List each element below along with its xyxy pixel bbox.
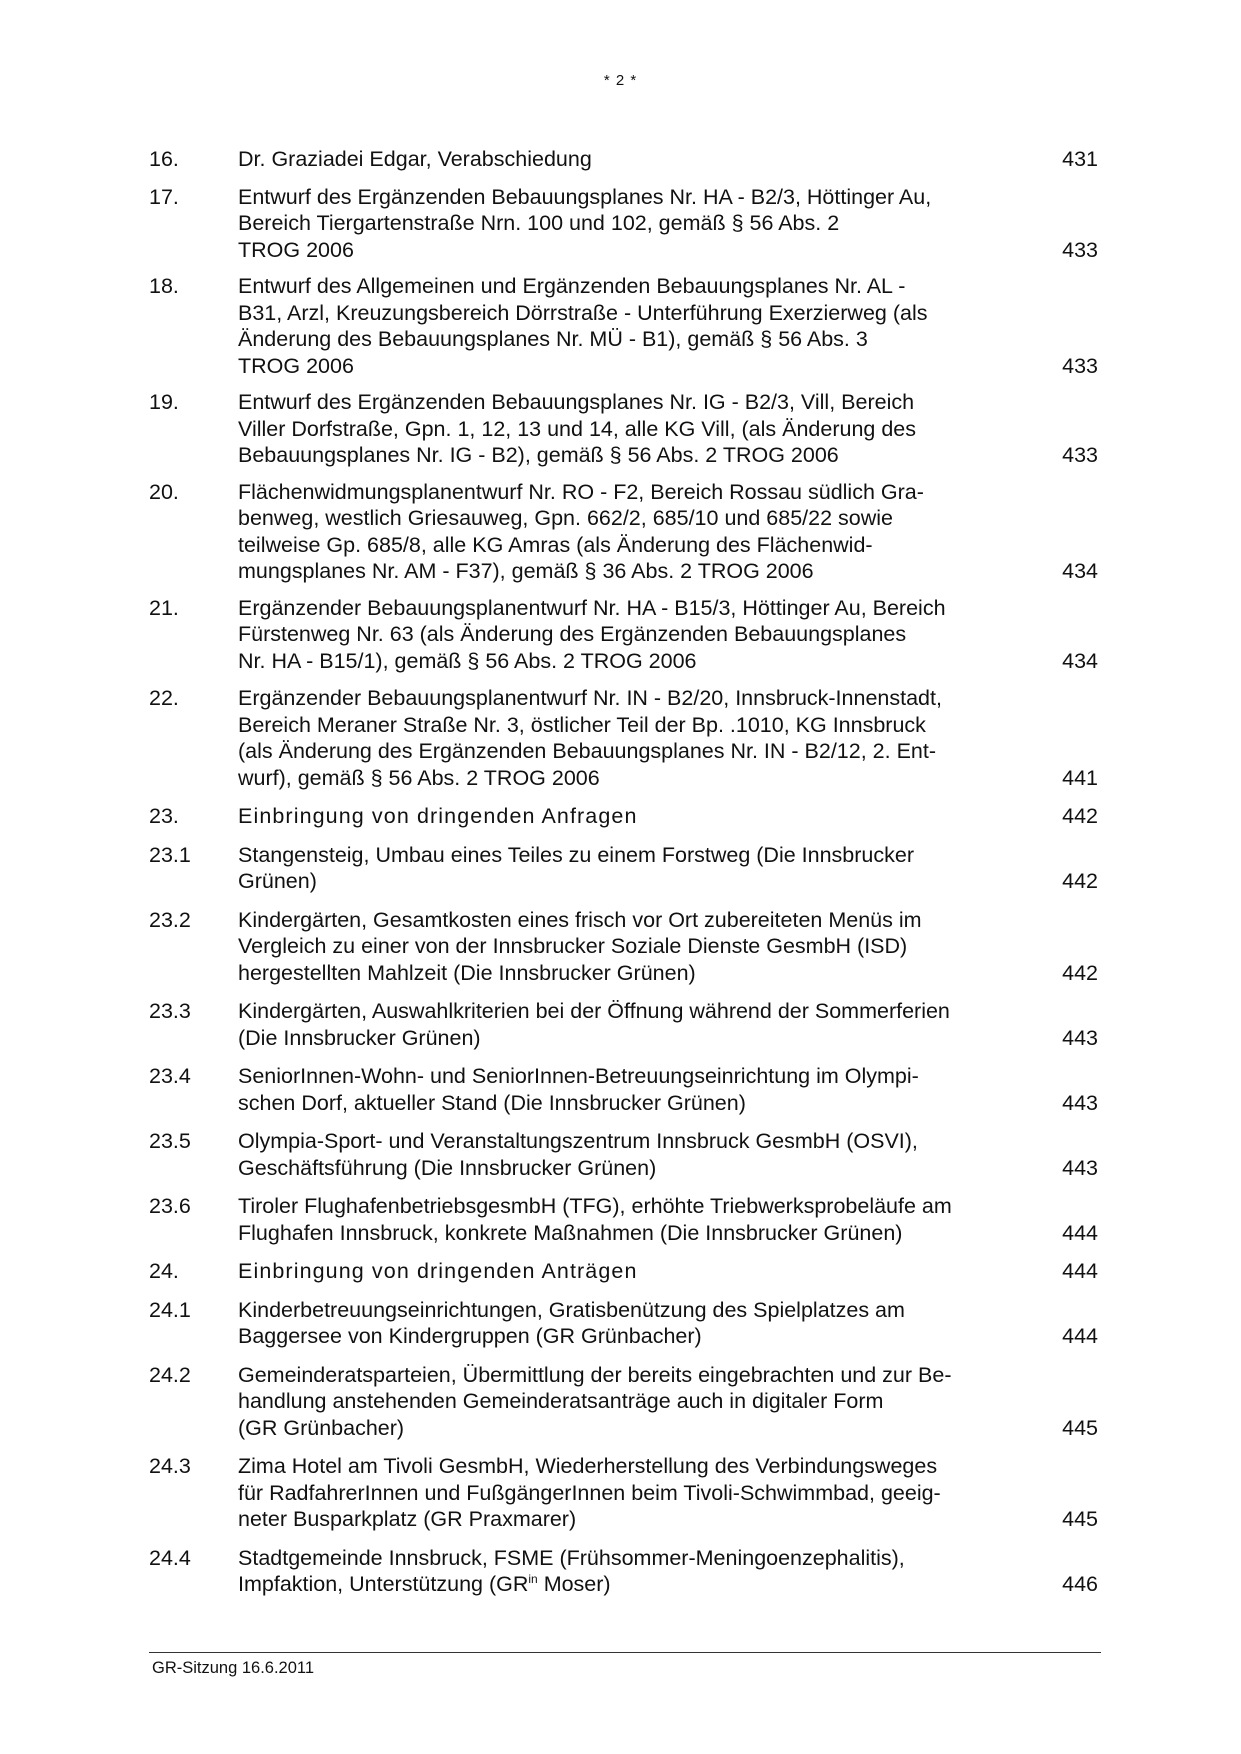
toc-entry-24-1	[149, 1297, 1098, 1350]
toc-entry-24-2	[149, 1362, 1098, 1442]
toc-entry-page: 441	[1062, 765, 1098, 790]
toc-entry-page: 442	[1062, 960, 1098, 985]
toc-entry-number: 23.6	[149, 1194, 191, 1218]
toc-entry-line: TROG 2006	[238, 353, 354, 378]
toc-entry-page: 445	[1062, 1415, 1098, 1440]
toc-entry-line: Stangensteig, Umbau eines Teiles zu einem Forstweg (Die Innsbrucker	[238, 842, 914, 867]
toc-entry-line: Kindergärten, Auswahlkriterien bei der Öffnung während der Sommerferien	[238, 999, 950, 1023]
toc-entry-line: Gemeinderatsparteien, Übermittlung der bereits eingebrachten und zur Be-	[238, 1362, 952, 1387]
toc-entry-page: 445	[1062, 1507, 1098, 1531]
toc-entry-line: Geschäftsführung (Die Innsbrucker Grünen)	[238, 1155, 657, 1180]
toc-entry-line: Flächenwidmungsplanentwurf Nr. RO - F2, Bereich Rossau südlich Gra-	[238, 479, 924, 504]
toc-entry-number: 23.4	[149, 1064, 191, 1088]
toc-entry-line: hergestellten Mahlzeit (Die Innsbrucker Grünen)	[238, 960, 696, 985]
toc-entry-title	[238, 184, 1028, 264]
toc-entry-page: 446	[1062, 1572, 1098, 1596]
toc-entry-line: Einbringung von dringenden Anfragen	[238, 804, 638, 828]
toc-entry-title	[238, 273, 1028, 379]
toc-entry-line: Entwurf des Allgemeinen und Ergänzenden Bebauungsplanes Nr. AL -	[238, 274, 906, 298]
toc-entry-line: Fürstenweg Nr. 63 (als Änderung des Ergänzenden Bebauungsplanes	[238, 622, 907, 646]
toc-entry-21	[149, 595, 1098, 675]
toc-entry-number: 17.	[149, 184, 179, 209]
toc-entry-line: Vergleich zu einer von der Innsbrucker Soziale Dienste GesmbH (ISD)	[238, 934, 908, 958]
toc-entry-line: Kinderbetreuungseinrichtungen, Gratisbenützung des Spielplatzes am	[238, 1297, 905, 1322]
toc-entry-line: Viller Dorfstraße, Gpn. 1, 12, 13 und 14, alle KG Vill, (als Änderung des	[238, 416, 917, 441]
toc-entry-title	[238, 1362, 1028, 1442]
toc-entry-line: Olympia-Sport- und Veranstaltungszentrum Innsbruck GesmbH (OSVI),	[238, 1129, 918, 1153]
toc-entry-number: 24.	[149, 1259, 179, 1283]
toc-entry-number: 24.3	[149, 1454, 191, 1478]
toc-entry-line: Einbringung von dringenden Anträgen	[238, 1259, 638, 1283]
toc-entry-page: 434	[1062, 559, 1098, 583]
toc-entry-line: TROG 2006	[238, 237, 354, 262]
toc-entry-23-1	[149, 842, 1098, 895]
toc-entry-22	[149, 685, 1098, 791]
gender-superscript: in	[528, 1572, 538, 1586]
toc-entry-title	[238, 842, 1028, 895]
toc-entry-line	[238, 1571, 1028, 1598]
toc-entry-line: Bebauungsplanes Nr. IG - B2), gemäß § 56 Abs. 2 TROG 2006	[238, 443, 839, 467]
toc-entry-23-5	[149, 1128, 1098, 1181]
toc-entry-line: mungsplanes Nr. AM - F37), gemäß § 36 Abs. 2 TROG 2006	[238, 559, 814, 583]
toc-entry-title	[238, 803, 1028, 830]
toc-entry-23	[149, 803, 1098, 830]
toc-entry-line: (GR Grünbacher)	[238, 1415, 405, 1440]
toc-entry-line: Änderung des Bebauungsplanes Nr. MÜ - B1), gemäß § 56 Abs. 3	[238, 327, 868, 351]
toc-entry-line: Entwurf des Ergänzenden Bebauungsplanes Nr. HA - B2/3, Höttinger Au,	[238, 184, 932, 209]
toc-entry-page: 443	[1062, 1090, 1098, 1115]
toc-entry-line: (Die Innsbrucker Grünen)	[238, 1025, 481, 1050]
toc-entry-title	[238, 1063, 1028, 1116]
toc-entry-24-3	[149, 1453, 1098, 1533]
toc-entry-page: 433	[1062, 237, 1098, 262]
toc-entry-title	[238, 595, 1028, 675]
toc-entry-title	[238, 389, 1028, 469]
toc-entry-line: SeniorInnen-Wohn- und SeniorInnen-Betreuungseinrichtung im Olympi-	[238, 1064, 919, 1088]
toc-entry-title	[238, 907, 1028, 987]
table-of-contents	[149, 146, 1098, 1598]
toc-entry-line: teilweise Gp. 685/8, alle KG Amras (als Änderung des Flächenwid-	[238, 532, 873, 557]
toc-entry-number: 21.	[149, 595, 179, 620]
toc-entry-page: 434	[1062, 648, 1098, 673]
toc-entry-line: schen Dorf, aktueller Stand (Die Innsbrucker Grünen)	[238, 1090, 746, 1115]
toc-entry-number: 24.2	[149, 1362, 191, 1387]
toc-entry-line-start: Impfaktion, Unterstützung (GR	[238, 1572, 529, 1596]
toc-entry-23-4	[149, 1063, 1098, 1116]
toc-entry-number: 18.	[149, 274, 179, 298]
toc-entry-page: 443	[1062, 1025, 1098, 1050]
toc-entry-line-end: Moser)	[537, 1572, 611, 1596]
toc-entry-line: Ergänzender Bebauungsplanentwurf Nr. IN - B2/20, Innsbruck-Innenstadt,	[238, 686, 942, 710]
toc-entry-page: 444	[1062, 1324, 1098, 1348]
toc-entry-17	[149, 184, 1098, 264]
toc-entry-19	[149, 389, 1098, 469]
toc-entry-page: 443	[1062, 1155, 1098, 1180]
toc-entry-line: Baggersee von Kindergruppen (GR Grünbacher)	[238, 1324, 702, 1348]
toc-entry-line: Flughafen Innsbruck, konkrete Maßnahmen (Die Innsbrucker Grünen)	[238, 1220, 903, 1245]
toc-entry-line: Bereich Tiergartenstraße Nrn. 100 und 102, gemäß § 56 Abs. 2	[238, 211, 840, 235]
toc-entry-page: 442	[1062, 869, 1098, 893]
toc-entry-line: neter Busparkplatz (GR Praxmarer)	[238, 1507, 577, 1531]
toc-entry-line: für RadfahrerInnen und FußgängerInnen beim Tivoli-Schwimmbad, geeig-	[238, 1480, 941, 1505]
toc-entry-title	[238, 479, 1028, 585]
toc-entry-18	[149, 273, 1098, 379]
toc-entry-line: Nr. HA - B15/1), gemäß § 56 Abs. 2 TROG 2006	[238, 648, 697, 673]
toc-entry-page: 444	[1062, 1259, 1098, 1283]
toc-entry-title	[238, 1193, 1028, 1246]
toc-entry-page: 433	[1062, 353, 1098, 378]
toc-entry-number: 23.3	[149, 999, 191, 1023]
toc-entry-number: 16.	[149, 147, 179, 171]
toc-entry-page: 431	[1062, 147, 1098, 171]
toc-entry-line: Tiroler FlughafenbetriebsgesmbH (TFG), erhöhte Triebwerksprobeläufe am	[238, 1194, 952, 1218]
toc-entry-number: 24.1	[149, 1297, 191, 1322]
toc-entry-title	[238, 1545, 1028, 1598]
toc-entry-number: 20.	[149, 479, 179, 504]
toc-entry-title	[238, 998, 1028, 1051]
toc-entry-number: 23.5	[149, 1129, 191, 1153]
toc-entry-page: 444	[1062, 1220, 1098, 1245]
toc-entry-24-4	[149, 1545, 1098, 1598]
toc-entry-line: B31, Arzl, Kreuzungsbereich Dörrstraße - Unterführung Exerzierweg (als	[238, 300, 928, 325]
toc-entry-23-6	[149, 1193, 1098, 1246]
toc-entry-20	[149, 479, 1098, 585]
toc-entry-line: (als Änderung des Ergänzenden Bebauungsplanes Nr. IN - B2/12, 2. Ent-	[238, 739, 936, 763]
toc-entry-line: Stadtgemeinde Innsbruck, FSME (Frühsommer-Meningoenzephalitis),	[238, 1545, 905, 1570]
toc-entry-line: Bereich Meraner Straße Nr. 3, östlicher Teil der Bp. .1010, KG Innsbruck	[238, 712, 926, 737]
footer-session-date: GR-Sitzung 16.6.2011	[152, 1659, 315, 1677]
toc-entry-24	[149, 1258, 1098, 1285]
toc-entry-title	[238, 685, 1028, 791]
toc-entry-line: wurf), gemäß § 56 Abs. 2 TROG 2006	[238, 765, 600, 790]
toc-entry-title	[238, 146, 1028, 173]
toc-entry-line: benweg, westlich Griesauweg, Gpn. 662/2, 685/10 und 685/22 sowie	[238, 506, 893, 530]
toc-entry-line: Ergänzender Bebauungsplanentwurf Nr. HA - B15/3, Höttinger Au, Bereich	[238, 595, 946, 620]
toc-entry-line: Kindergärten, Gesamtkosten eines frisch vor Ort zubereiteten Menüs im	[238, 907, 922, 932]
toc-entry-line: Dr. Graziadei Edgar, Verabschiedung	[238, 147, 592, 171]
toc-entry-line: Grünen)	[238, 869, 317, 893]
toc-entry-line: Zima Hotel am Tivoli GesmbH, Wiederherstellung des Verbindungsweges	[238, 1454, 938, 1478]
footer-divider	[149, 1652, 1101, 1653]
toc-entry-line: handlung anstehenden Gemeinderatsanträge auch in digitaler Form	[238, 1389, 884, 1413]
toc-entry-number: 23.2	[149, 907, 191, 932]
toc-entry-23-3	[149, 998, 1098, 1051]
toc-entry-page: 433	[1062, 443, 1098, 467]
toc-entry-page: 442	[1062, 804, 1098, 828]
toc-entry-title	[238, 1453, 1028, 1533]
toc-entry-title	[238, 1297, 1028, 1350]
toc-entry-number: 24.4	[149, 1545, 191, 1570]
toc-entry-line: Entwurf des Ergänzenden Bebauungsplanes Nr. IG - B2/3, Vill, Bereich	[238, 390, 915, 414]
toc-entry-16	[149, 146, 1098, 173]
toc-entry-number: 23.1	[149, 842, 191, 867]
toc-entry-title	[238, 1128, 1028, 1181]
toc-entry-23-2	[149, 907, 1098, 987]
toc-entry-title	[238, 1258, 1028, 1285]
toc-entry-number: 22.	[149, 686, 179, 710]
toc-entry-number: 19.	[149, 390, 179, 414]
page-number: * 2 *	[603, 72, 638, 89]
toc-entry-number: 23.	[149, 804, 179, 828]
